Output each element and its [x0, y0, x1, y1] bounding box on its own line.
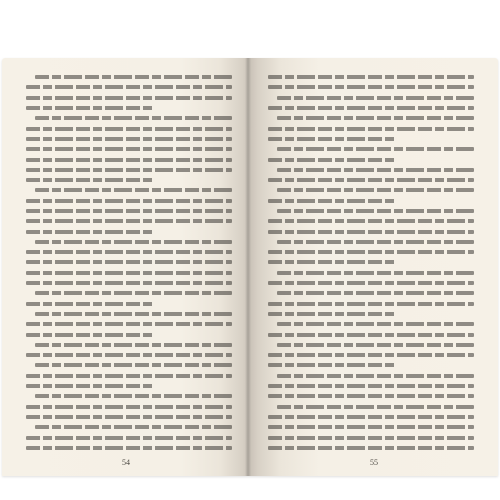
text-line-placeholder — [277, 240, 474, 244]
text-line — [268, 196, 474, 206]
text-line — [26, 402, 232, 412]
text-line — [268, 257, 474, 267]
text-line-placeholder — [277, 209, 474, 213]
text-line-placeholder — [277, 147, 474, 151]
text-line — [26, 196, 232, 206]
text-line — [26, 309, 232, 319]
text-line-placeholder — [268, 363, 396, 367]
text-line-placeholder — [26, 85, 232, 89]
text-line-placeholder — [35, 188, 232, 192]
text-line-placeholder — [26, 374, 232, 378]
text-line-placeholder — [26, 384, 154, 388]
text-line — [26, 206, 232, 216]
text-line — [268, 72, 474, 82]
text-line — [26, 134, 232, 144]
text-line — [26, 165, 232, 175]
text-line — [268, 93, 474, 103]
right-page-text-block — [268, 72, 474, 453]
text-line-placeholder — [35, 240, 232, 244]
text-line-placeholder — [26, 209, 232, 213]
text-line — [26, 123, 232, 133]
text-line — [268, 175, 474, 185]
text-line — [268, 123, 474, 133]
text-line-placeholder — [26, 106, 154, 110]
text-line-placeholder — [268, 178, 474, 182]
text-line — [268, 268, 474, 278]
text-line — [268, 185, 474, 195]
text-line — [26, 371, 232, 381]
text-line-placeholder — [26, 436, 232, 440]
text-line — [26, 103, 232, 113]
text-line-placeholder — [26, 137, 232, 141]
text-line-placeholder — [26, 199, 232, 203]
text-line-placeholder — [26, 271, 232, 275]
text-line — [268, 319, 474, 329]
text-line — [268, 299, 474, 309]
text-line — [268, 309, 474, 319]
text-line — [26, 113, 232, 123]
text-line-placeholder — [35, 312, 232, 316]
text-line-placeholder — [35, 343, 232, 347]
left-page — [2, 58, 250, 476]
text-line-placeholder — [26, 353, 232, 357]
text-line — [26, 381, 232, 391]
text-line — [26, 299, 232, 309]
text-line-placeholder — [268, 312, 396, 316]
text-line — [26, 422, 232, 432]
text-line-placeholder — [268, 127, 474, 131]
text-line — [268, 247, 474, 257]
text-line-placeholder — [26, 446, 232, 450]
text-line-placeholder — [268, 137, 396, 141]
text-line — [268, 82, 474, 92]
text-line-placeholder — [277, 291, 474, 295]
text-line — [26, 82, 232, 92]
text-line — [26, 216, 232, 226]
text-line-placeholder — [35, 291, 232, 295]
text-line — [26, 72, 232, 82]
text-line-placeholder — [35, 394, 232, 398]
text-line-placeholder — [26, 127, 232, 131]
right-page — [250, 58, 498, 476]
text-line-placeholder — [268, 415, 474, 419]
text-line-placeholder — [268, 333, 474, 337]
text-line-placeholder — [277, 188, 474, 192]
text-line-placeholder — [26, 260, 232, 264]
text-line-placeholder — [26, 158, 232, 162]
text-line — [26, 391, 232, 401]
text-line-placeholder — [26, 168, 232, 172]
text-line-placeholder — [35, 425, 232, 429]
text-line-placeholder — [26, 405, 232, 409]
text-line — [26, 154, 232, 164]
text-line — [268, 154, 474, 164]
text-line-placeholder — [277, 322, 474, 326]
text-line — [26, 412, 232, 422]
text-line-placeholder — [268, 384, 474, 388]
text-line-placeholder — [268, 219, 474, 223]
text-line — [26, 288, 232, 298]
text-line — [268, 103, 474, 113]
text-line-placeholder — [268, 230, 474, 234]
text-line — [268, 432, 474, 442]
text-line — [26, 350, 232, 360]
text-line-placeholder — [268, 353, 474, 357]
text-line-placeholder — [268, 302, 474, 306]
text-line-placeholder — [26, 250, 232, 254]
text-line-placeholder — [268, 446, 474, 450]
text-line — [268, 360, 474, 370]
text-line-placeholder — [26, 333, 154, 337]
text-line-placeholder — [35, 116, 232, 120]
text-line — [268, 422, 474, 432]
text-line-placeholder — [268, 75, 474, 79]
text-line-placeholder — [26, 302, 154, 306]
text-line-placeholder — [268, 425, 474, 429]
text-line — [26, 226, 232, 236]
text-line — [268, 206, 474, 216]
text-line-placeholder — [268, 250, 474, 254]
text-line — [26, 175, 232, 185]
text-line-placeholder — [35, 363, 232, 367]
text-line-placeholder — [268, 158, 396, 162]
text-line — [268, 165, 474, 175]
text-line — [268, 278, 474, 288]
text-line — [26, 257, 232, 267]
text-line — [268, 412, 474, 422]
text-line — [268, 226, 474, 236]
text-line-placeholder — [26, 147, 232, 151]
text-line — [268, 134, 474, 144]
text-line-placeholder — [26, 219, 232, 223]
text-line — [26, 144, 232, 154]
text-line-placeholder — [268, 199, 396, 203]
text-line — [268, 391, 474, 401]
text-line — [26, 319, 232, 329]
text-line-placeholder — [35, 75, 232, 79]
text-line-placeholder — [268, 436, 474, 440]
text-line — [26, 278, 232, 288]
text-line — [268, 402, 474, 412]
left-page-text-block — [26, 72, 232, 453]
text-line — [268, 350, 474, 360]
text-line — [26, 329, 232, 339]
text-line — [268, 237, 474, 247]
text-line-placeholder — [268, 394, 474, 398]
text-line-placeholder — [26, 230, 154, 234]
text-line — [26, 443, 232, 453]
text-line-placeholder — [277, 271, 474, 275]
text-line — [26, 185, 232, 195]
text-line — [268, 288, 474, 298]
text-line-placeholder — [277, 116, 474, 120]
text-line-placeholder — [277, 168, 474, 172]
text-line — [268, 443, 474, 453]
text-line-placeholder — [268, 106, 474, 110]
text-line — [268, 371, 474, 381]
left-page-number: 54 — [122, 458, 130, 467]
text-line-placeholder — [26, 415, 232, 419]
text-line — [26, 93, 232, 103]
text-line — [26, 360, 232, 370]
text-line — [268, 144, 474, 154]
text-line — [26, 268, 232, 278]
text-line — [26, 340, 232, 350]
text-line — [26, 237, 232, 247]
text-line-placeholder — [268, 281, 474, 285]
text-line — [268, 340, 474, 350]
text-line — [268, 113, 474, 123]
text-line-placeholder — [268, 85, 474, 89]
text-line-placeholder — [26, 281, 232, 285]
text-line-placeholder — [26, 178, 154, 182]
text-line-placeholder — [268, 260, 396, 264]
text-line-placeholder — [26, 96, 232, 100]
text-line — [268, 381, 474, 391]
text-line-placeholder — [277, 343, 474, 347]
text-line-placeholder — [277, 405, 474, 409]
text-line — [26, 247, 232, 257]
text-line — [268, 216, 474, 226]
book-spread — [2, 58, 498, 476]
text-line — [26, 432, 232, 442]
right-page-number: 55 — [370, 458, 378, 467]
text-line-placeholder — [277, 374, 474, 378]
text-line — [268, 329, 474, 339]
text-line-placeholder — [26, 322, 232, 326]
text-line-placeholder — [277, 96, 474, 100]
